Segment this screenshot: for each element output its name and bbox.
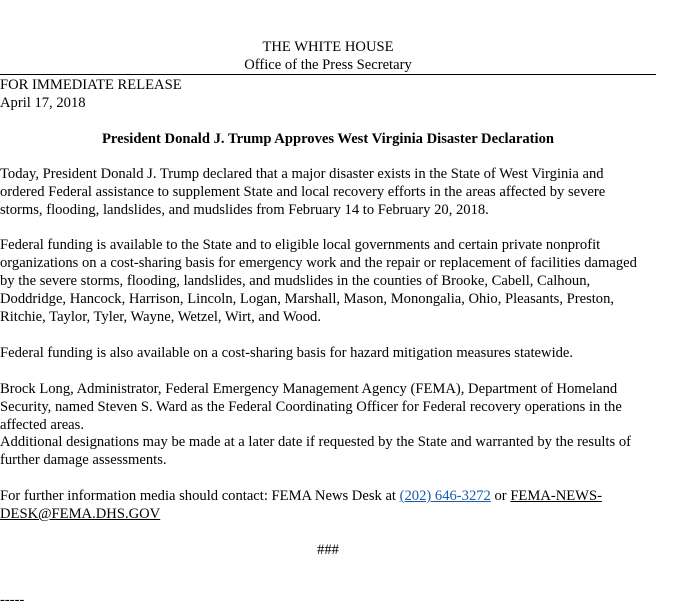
release-info bbox=[0, 76, 182, 112]
release-date: April 17, 2018 bbox=[0, 95, 86, 111]
paragraph-funding-counties: Federal funding is available to the State and to eligible local governments and certain private nonprofit organizations on a cost-sharing basis for emergency work and the repair or replacement of facilities damaged by the severe storms, flooding, landslides, and mudslides in the counties of Brooke, Cabell, Calhoun, Doddridge, Hancock, Harrison, Lincoln, Logan, Marshall, Mason, Monongalia, Ohio, Pleasants, Preston, Ritchie, Taylor, Tyler, Wayne, Wetzel, Wirt, and Wood. bbox=[0, 237, 637, 325]
phone-link[interactable]: (202) 646-3272 bbox=[399, 488, 491, 504]
footer-dashes: ----- bbox=[0, 592, 25, 608]
header-office: Office of the Press Secretary bbox=[244, 57, 412, 73]
end-marker: ### bbox=[317, 542, 339, 558]
paragraph-declaration: Today, President Donald J. Trump declared that a major disaster exists in the State of West Virginia and ordered Federal assistance to supplement State and local recovery efforts in the areas affected by severe storms, flooding, landslides, and mudslides from February 14 to February 20, 2018. bbox=[0, 166, 606, 218]
release-label: FOR IMMEDIATE RELEASE bbox=[0, 77, 182, 93]
header-organization: THE WHITE HOUSE bbox=[262, 39, 394, 55]
email-link[interactable]: FEMA-NEWS-DESK@FEMA.DHS.GOV bbox=[0, 488, 602, 522]
press-release-title: President Donald J. Trump Approves West Virginia Disaster Declaration bbox=[101, 131, 555, 147]
contact-middle: or bbox=[490, 488, 511, 504]
paragraph-additional-designations: Additional designations may be made at a later date if requested by the State and warranted by the results of further damage assessments. bbox=[0, 434, 631, 468]
header-divider bbox=[0, 74, 656, 75]
contact-prefix: For further information media should contact: FEMA News Desk at bbox=[0, 488, 400, 504]
paragraph-hazard-mitigation: Federal funding is also available on a cost-sharing basis for hazard mitigation measures statewide. bbox=[0, 345, 574, 361]
paragraph-coordinating-officer: Brock Long, Administrator, Federal Emergency Management Agency (FEMA), Department of Homeland Security, named Steven S. Ward as the Federal Coordinating Officer for Federal recovery operations in the affected areas. bbox=[0, 381, 622, 433]
document-header bbox=[0, 38, 656, 74]
paragraph-contact bbox=[0, 487, 650, 523]
